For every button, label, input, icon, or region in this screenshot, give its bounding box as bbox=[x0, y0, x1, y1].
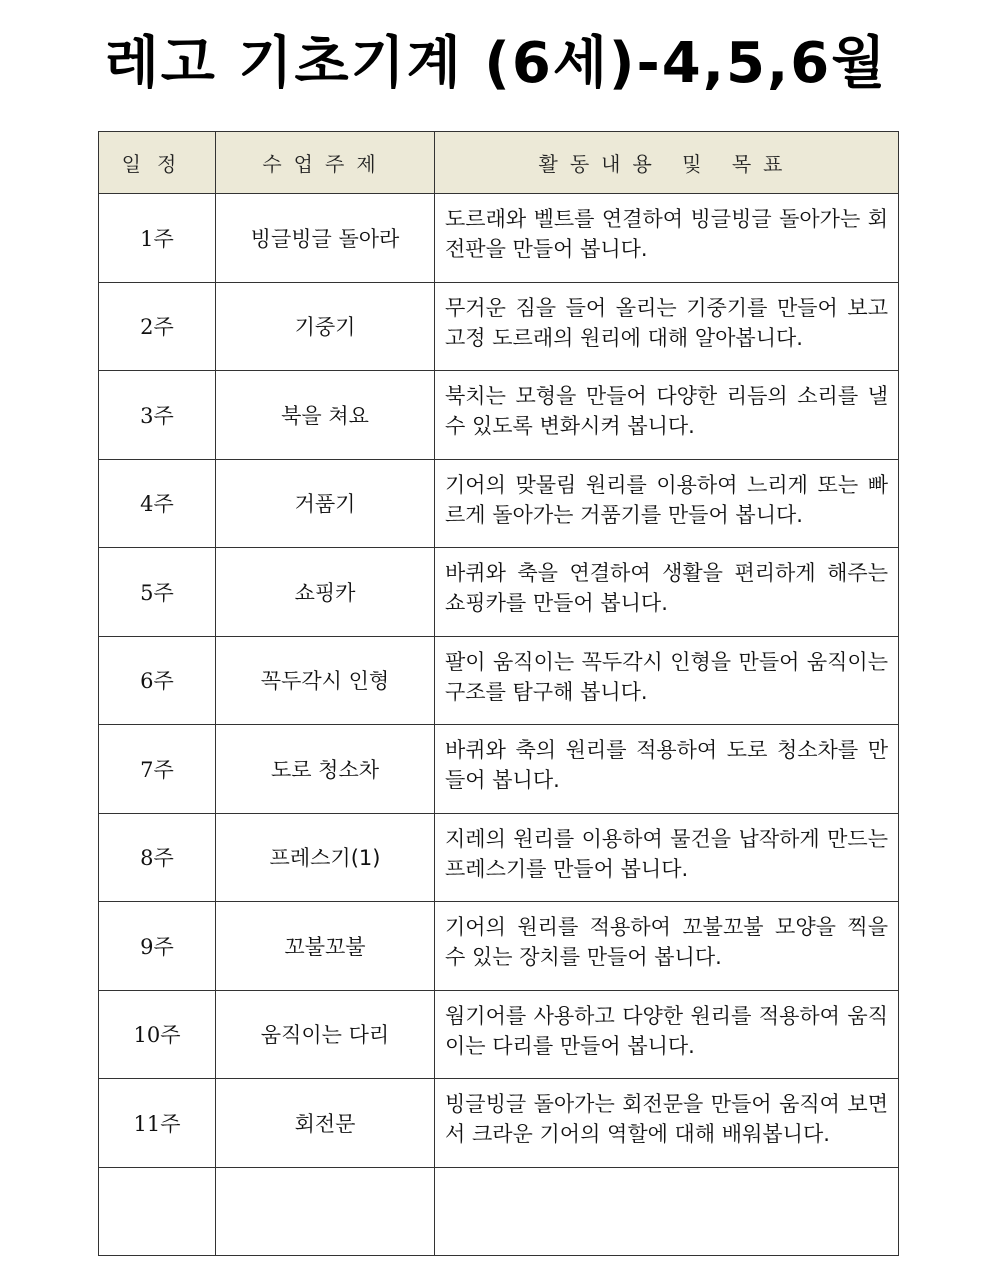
description-cell: 무거운 짐을 들어 올리는 기중기를 만들어 보고 고정 도르래의 원리에 대해 알아봅니다. bbox=[435, 282, 899, 371]
week-cell: 1주 bbox=[99, 194, 216, 283]
week-cell: 3주 bbox=[99, 371, 216, 460]
description-cell: 바퀴와 축을 연결하여 생활을 편리하게 해주는 쇼핑카를 만들어 봅니다. bbox=[435, 548, 899, 637]
topic-cell: 북을 쳐요 bbox=[216, 371, 435, 460]
topic-cell bbox=[216, 1167, 435, 1256]
description-cell: 팔이 움직이는 꼭두각시 인형을 만들어 움직이는 구조를 탐구해 봅니다. bbox=[435, 636, 899, 725]
week-cell: 8주 bbox=[99, 813, 216, 902]
description-cell: 기어의 맞물림 원리를 이용하여 느리게 또는 빠르게 돌아가는 거품기를 만들어 봅니다. bbox=[435, 459, 899, 548]
header-activity: 활동내용 및 목표 bbox=[435, 132, 899, 194]
table-row bbox=[99, 194, 899, 283]
page-title: 레고 기초기계 (6세)-4,5,6월 bbox=[104, 31, 888, 96]
table-header-row bbox=[99, 132, 899, 194]
description-cell: 기어의 원리를 적용하여 꼬불꼬불 모양을 찍을 수 있는 장치를 만들어 봅니다. bbox=[435, 902, 899, 991]
week-cell: 5주 bbox=[99, 548, 216, 637]
description-cell: 빙글빙글 돌아가는 회전문을 만들어 움직여 보면서 크라운 기어의 역할에 대해 배워봅니다. bbox=[435, 1079, 899, 1168]
topic-cell: 꼬불꼬불 bbox=[216, 902, 435, 991]
table-row bbox=[99, 636, 899, 725]
topic-cell: 도로 청소차 bbox=[216, 725, 435, 814]
header-topic: 수업주제 bbox=[216, 132, 435, 194]
table-row bbox=[99, 813, 899, 902]
week-cell: 11주 bbox=[99, 1079, 216, 1168]
week-cell: 6주 bbox=[99, 636, 216, 725]
topic-cell: 쇼핑카 bbox=[216, 548, 435, 637]
topic-cell: 빙글빙글 돌아라 bbox=[216, 194, 435, 283]
description-cell: 웜기어를 사용하고 다양한 원리를 적용하여 움직이는 다리를 만들어 봅니다. bbox=[435, 990, 899, 1079]
topic-cell: 기중기 bbox=[216, 282, 435, 371]
table-row bbox=[99, 371, 899, 460]
table-row bbox=[99, 459, 899, 548]
topic-cell: 움직이는 다리 bbox=[216, 990, 435, 1079]
description-cell: 바퀴와 축의 원리를 적용하여 도로 청소차를 만들어 봅니다. bbox=[435, 725, 899, 814]
description-cell: 지레의 원리를 이용하여 물건을 납작하게 만드는 프레스기를 만들어 봅니다. bbox=[435, 813, 899, 902]
topic-cell: 회전문 bbox=[216, 1079, 435, 1168]
week-cell: 10주 bbox=[99, 990, 216, 1079]
description-cell: 도르래와 벨트를 연결하여 빙글빙글 돌아가는 회전판을 만들어 봅니다. bbox=[435, 194, 899, 283]
table-row bbox=[99, 1079, 899, 1168]
week-cell: 7주 bbox=[99, 725, 216, 814]
table-row bbox=[99, 548, 899, 637]
description-cell: 북치는 모형을 만들어 다양한 리듬의 소리를 낼 수 있도록 변화시켜 봅니다. bbox=[435, 371, 899, 460]
topic-cell: 꼭두각시 인형 bbox=[216, 636, 435, 725]
table-row-empty bbox=[99, 1167, 899, 1256]
week-cell: 2주 bbox=[99, 282, 216, 371]
week-cell: 9주 bbox=[99, 902, 216, 991]
header-schedule: 일정 bbox=[99, 132, 216, 194]
table-row bbox=[99, 725, 899, 814]
table-row bbox=[99, 902, 899, 991]
topic-cell: 거품기 bbox=[216, 459, 435, 548]
table-row bbox=[99, 990, 899, 1079]
topic-cell: 프레스기(1) bbox=[216, 813, 435, 902]
week-cell bbox=[99, 1167, 216, 1256]
schedule-table bbox=[98, 131, 899, 1256]
table-row bbox=[99, 282, 899, 371]
week-cell: 4주 bbox=[99, 459, 216, 548]
description-cell bbox=[435, 1167, 899, 1256]
